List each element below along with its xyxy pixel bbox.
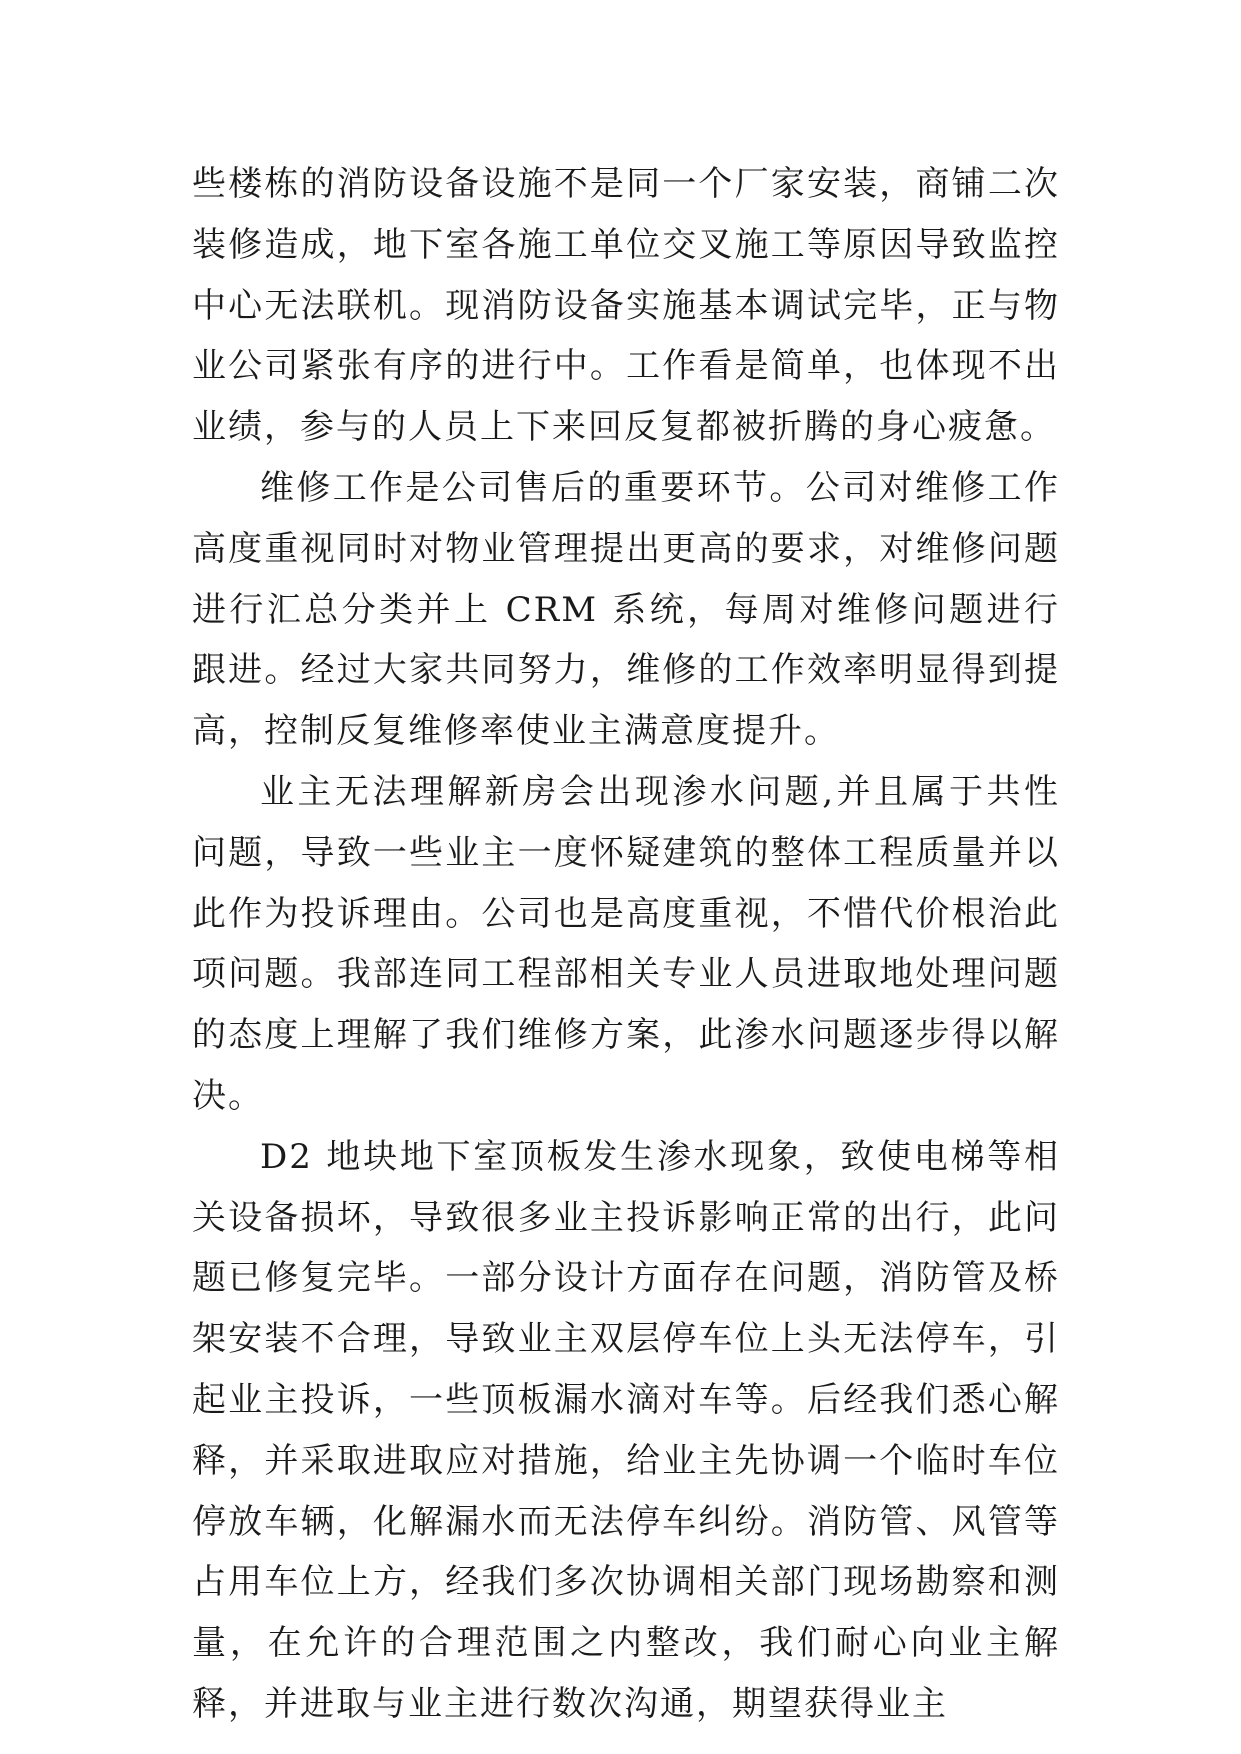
document-body (192, 154, 1060, 1735)
paragraph-2: 维修工作是公司售后的重要环节。公司对维修工作高度重视同时对物业管理提出更高的要求，对维修问题进行汇总分类并上 CRM 系统，每周对维修问题进行跟进。经过大家共同努力，维修的工作效率明显得到提高，控制反复维修率使业主满意度提升。 (192, 467, 1060, 752)
paragraph-1: 些楼栋的消防设备设施不是同一个厂家安装，商铺二次装修造成，地下室各施工单位交叉施工等原因导致监控中心无法联机。现消防设备实施基本调试完毕，正与物业公司紧张有序的进行中。工作看是简单，也体现不出业绩，参与的人员上下来回反复都被折腾的身心疲惫。 (192, 164, 1060, 448)
paragraph-3: 业主无法理解新房会出现渗水问题,并且属于共性问题，导致一些业主一度怀疑建筑的整体工程质量并以此作为投诉理由。公司也是高度重视，不惜代价根治此项问题。我部连同工程部相关专业人员进取地处理问题的态度上理解了我们维修方案，此渗水问题逐步得以解决。 (192, 771, 1060, 1116)
paragraph-4: D2 地块地下室顶板发生渗水现象，致使电梯等相关设备损坏，导致很多业主投诉影响正常的出行，此问题已修复完毕。一部分设计方面存在问题，消防管及桥架安装不合理，导致业主双层停车位上头无法停车，引起业主投诉，一些顶板漏水滴对车等。后经我们悉心解释，并采取进取应对措施，给业主先协调一个临时车位停放车辆，化解漏水而无法停车纠纷。消防管、风管等占用车位上方，经我们多次协调相关部门现场勘察和测量，在允许的合理范围之内整改，我们耐心向业主解释，并进取与业主进行数次沟通，期望获得业主 (192, 1136, 1060, 1724)
